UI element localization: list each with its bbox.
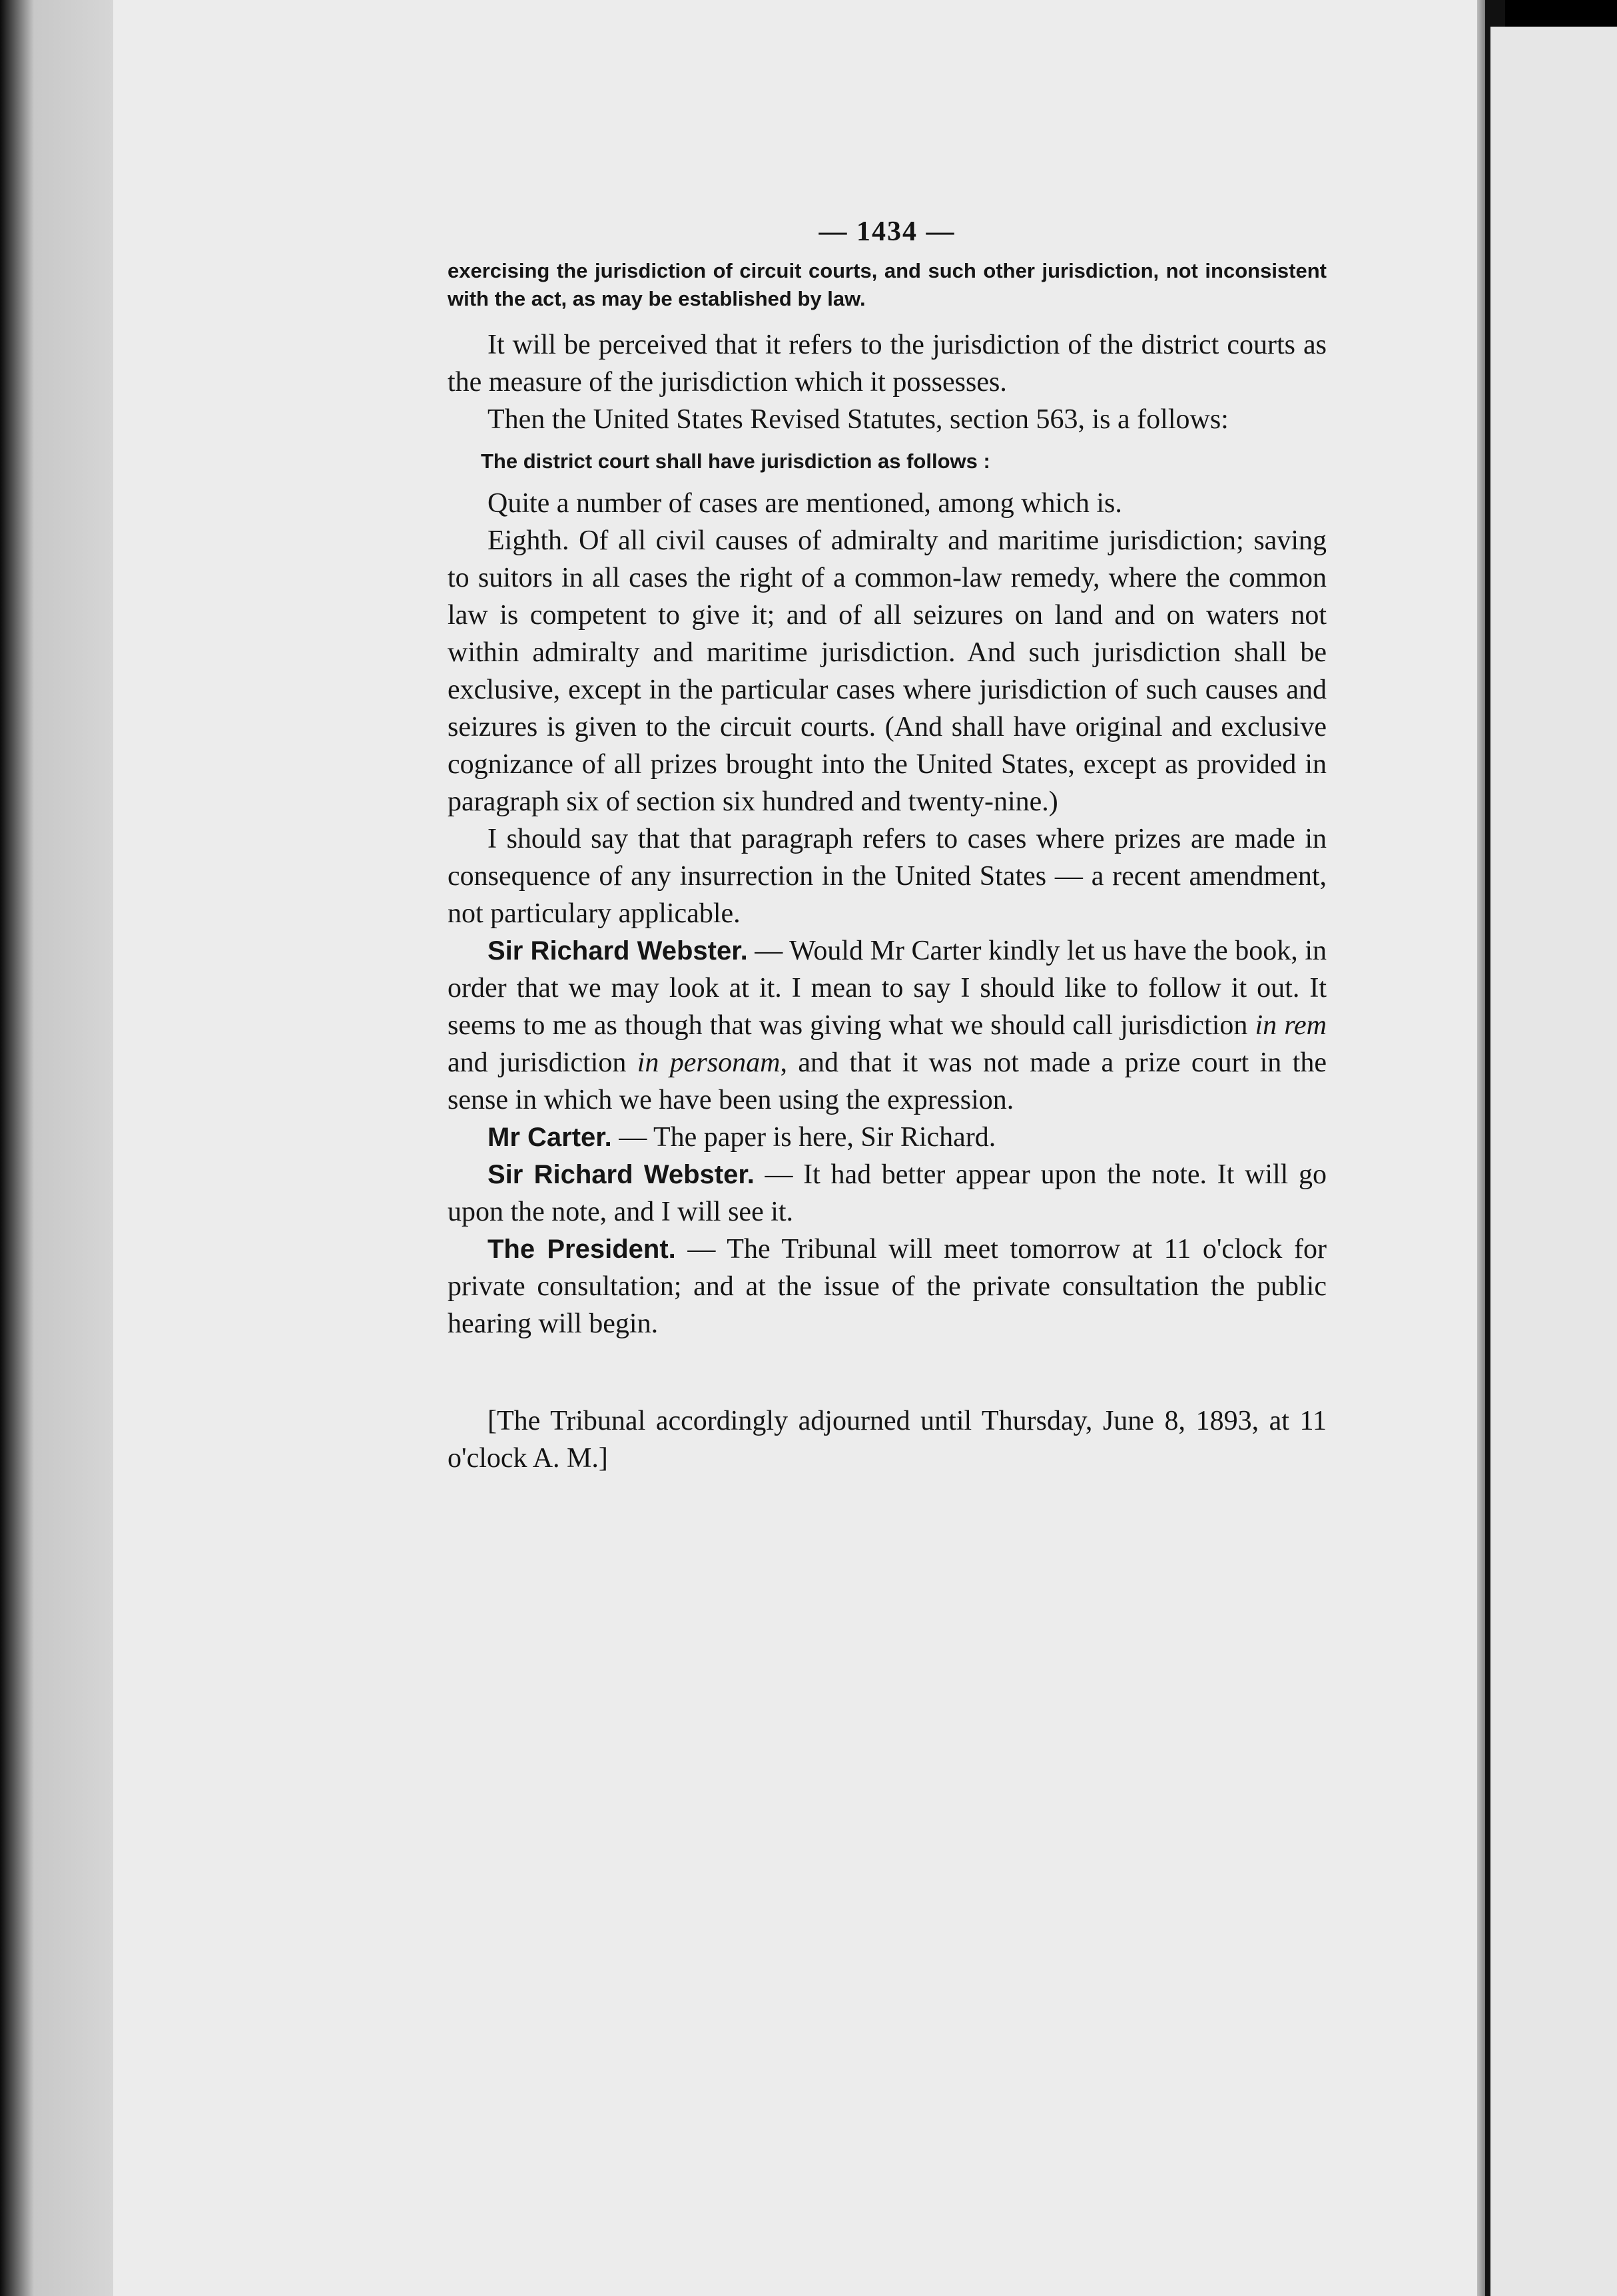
speech-carter [448,1119,1327,1156]
speaker-name: Sir Richard Webster. [487,1160,755,1189]
speech-text: — The Tribunal will meet tomorrow at 11 o'clock for private consultation; and at the issue of the private consultation the public hearing will begin. [448,1234,1327,1339]
paragraph: Eighth. Of all civil causes of admiralty and maritime jurisdiction; saving to suitors in all cases the right of a common-law remedy, where the common law is competent to give it; and of all seizures on land and on waters not within admiralty and maritime jurisdiction. And such jurisdiction shall be exclusive, except in the particular cases where jurisdiction of such causes and seizures is given to the circuit courts. (And shall have original and exclusive cognizance of all prizes brought into the United States, except as provided in paragraph six of section six hundred and twenty-nine.) [448,525,1327,817]
latin-term: in personam [637,1047,781,1078]
left-page-shadow [0,0,113,2296]
next-page-fragment [1490,27,1617,2296]
paragraph: It will be perceived that it refers to the jurisdiction of the district courts as the measure of the jurisdiction which it possesses. [448,330,1327,398]
speaker-name: The President. [487,1235,676,1264]
speech-webster [448,1156,1327,1231]
paragraph: I should say that that paragraph refers to cases where prizes are made in consequence of any insurrection in the United States — a recent amendment, not particulary applicable. [448,824,1327,929]
speech-text: — Would Mr Carter kindly let us have the book, in order that we may look at it. I mean to say I should like to follow it out. It seems to me as though that was giving what we should call jurisdiction [448,936,1327,1041]
speech-president [448,1231,1327,1342]
statute-quote: The district court shall have jurisdiction as follows : [481,449,990,473]
speech-text: and jurisdiction [448,1047,637,1078]
paragraph: Then the United States Revised Statutes, section 563, is a follows: [487,404,1229,435]
latin-term: in rem [1255,1010,1327,1041]
speech-text: , and that it was not made a prize court in the sense in which we have been using the expression. [448,1047,1327,1115]
speech-webster [448,932,1327,1119]
paragraph: Quite a number of cases are mentioned, among which is. [487,488,1122,519]
speech-text: — It had better appear upon the note. It will go upon the note, and I will see it. [448,1159,1327,1227]
speaker-name: Sir Richard Webster. [487,936,748,966]
page-number: — 1434 — [818,216,956,247]
adjournment-note: [The Tribunal accordingly adjourned until Thursday, June 8, 1893, at 11 o'clock A. M.] [448,1406,1327,1474]
speech-text: — The paper is here, Sir Richard. [611,1122,996,1153]
page-text [448,200,1327,1477]
statute-quote: exercising the jurisdiction of circuit courts, and such other jurisdiction, not inconsistent with the act, as may be established by law. [448,259,1327,310]
speaker-name: Mr Carter. [487,1123,612,1152]
